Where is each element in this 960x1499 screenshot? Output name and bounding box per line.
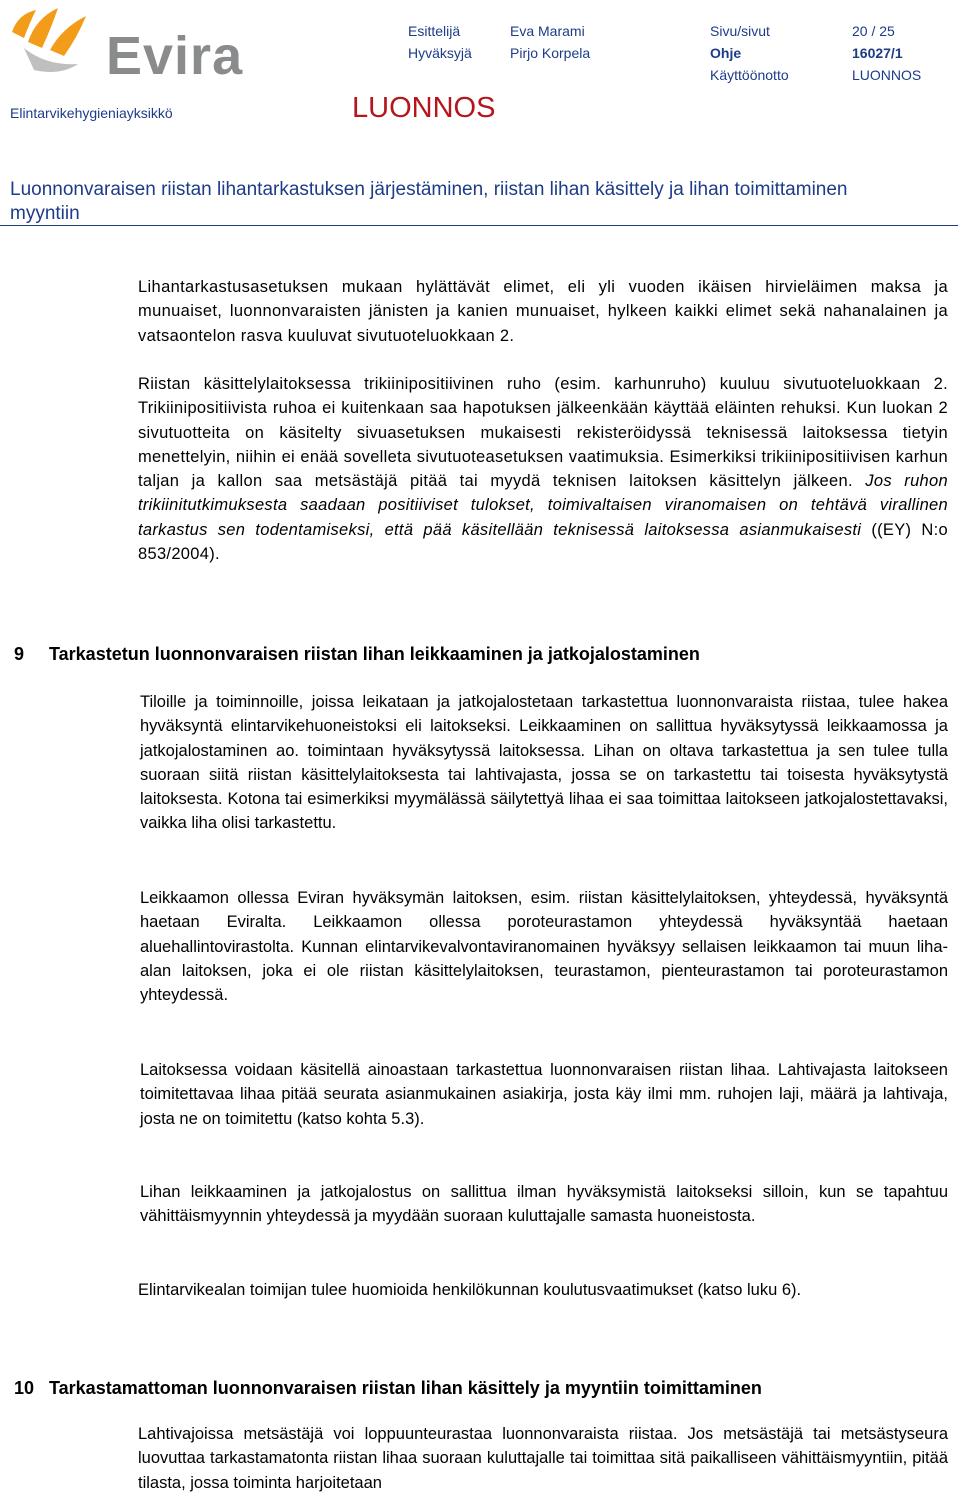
paragraph-approving-authority: Leikkaamon ollessa Eviran hyväksymän laitoksen, esim. riistan käsittelylaitoksen, yhteydessä, hyväksyntä haetaan Eviralta. Leikkaamon ollessa poroteurastamon yhteydessä hyväksyntää haetaan aluehallintovirastolta. Kunnan elintarvikevalvontaviranomainen hyväksyy sellaisen leikkaamon tai muun liha-alan laitoksen, joka ei ole riistan käsittelylaitoksen, teurastamon, pienteurastamon tai poroteurastamon yhteydessä. — [140, 889, 948, 1005]
paragraph-uninspected-meat: Lahtivajoissa metsästäjä voi loppuunteurastaa luonnonvaraista riistaa. Jos metsästäjä tai metsästyseura luovuttaa tarkastamatonta riistan lihaa suoraan kuluttajalle tai toimittaa sitä paikalliseen vähittäismyyntiin, pitää tilasta, jossa toiminta harjoitetaan — [138, 1425, 948, 1492]
document-number: 16027/1 — [852, 45, 903, 61]
paragraph-cutting-approval: Tiloille ja toiminnoille, joissa leikataan ja jatkojalostetaan tarkastettua luonnonvaraista riistaa, tulee hakea hyväksyntä elintarvikehuoneistoksi eli laitokseksi. Leikkaaminen on sallittua hyväksytyssä leikkaamossa ja jatkojalostaminen ao. toimintaan hyväksytyssä laitoksessa. Lihan on oltava tarkastettua ja sen tulee tulla suoraan siitä riistan käsittelylaitoksesta tai lahtivajasta, jossa se on tarkastettu tai toisesta hyväksytystä laitoksesta. Kotona tai esimerkiksi myymälässä säilytettyä lihaa ei saa toimittaa laitokseen jatkojalostettavaksi, vaikka liha olisi tarkastettu. — [140, 693, 948, 833]
section-heading-10 — [14, 1378, 762, 1399]
section-title: Tarkastetun luonnonvaraisen riistan lihan leikkaaminen ja jatkojalostaminen — [49, 644, 700, 664]
paragraph-training: Elintarvikealan toimijan tulee huomioida henkilökunnan koulutusvaatimukset (katso luku 6). — [138, 1281, 802, 1299]
paragraph-rejected-organs: Lihantarkastusasetuksen mukaan hylättävät elimet, eli yli vuoden ikäisen hirvieläimen maksa ja munuaiset, luonnonvaraisten jänisten ja kanien munuaiset, hylkeen kaikki elimet sekä nahanalainen ja vatsaontelon rasva kuuluvat sivutuoteluokkaan 2. — [138, 278, 948, 345]
paragraph-inspected-meat: Laitoksessa voidaan käsitellä ainoastaan tarkastettua luonnonvaraisen riistan lihaa. Lahtivajasta laitokseen toimitettavaa lihaa pitää seurata asianmukainen asiakirja, josta käy ilmi mm. ruhojen laji, määrä ja lahtivaja, josta ne on toimitettu (katso kohta 5.3). — [140, 1061, 948, 1128]
organization-unit: Elintarvikehygieniayksikkö — [10, 105, 173, 121]
usage-label: Käyttöönotto — [710, 67, 789, 83]
header-divider — [0, 225, 958, 226]
page-label: Sivu/sivut — [710, 23, 770, 39]
presenter-name: Eva Marami — [510, 23, 585, 39]
approver-name: Pirjo Korpela — [510, 45, 591, 61]
logo-wordmark: Evira — [106, 26, 244, 86]
approver-label: Hyväksyjä — [408, 45, 472, 61]
presenter-label: Esittelijä — [408, 23, 461, 39]
section-number: 10 — [14, 1378, 35, 1398]
section-heading-9 — [14, 644, 700, 665]
usage-value: LUONNOS — [852, 67, 922, 83]
paragraph-trichinella — [138, 372, 948, 566]
paragraph-text: Riistan käsittelylaitoksessa trikiinipositiivinen ruho (esim. karhunruho) kuuluu sivutuoteluokkaan 2. Trikiinipositiivista ruhoa ei kuitenkaan saa hapotuksen jälkeenkään käyttää eläinten rehuksi. Kun luokan 2 sivutuotteita on käsitelty sivuasetuksen mukaisesti rekisteröidyssä teknisessä laitoksessa tietyin menettelyin, niihin ei enää sovelleta sivutuoteasetuksen vaatimuksia. Esimerkiksi trikiinipositiivisen karhun taljan ja kallon saa metsästäjä pitää tai myydä teknisen laitoksen käsittelyn jälkeen. — [138, 375, 948, 491]
paragraph-italic-text: Jos ruhon trikiinitutkimuksesta saadaan positiiviset tulokset, toimivaltaisen viranomaisen on tehtävä virallinen tarkastus sen todentamiseksi, että pää käsitellään teknisessä laitoksessa asianmukaisesti — [138, 472, 948, 539]
paragraph-reference: ((EY) N:o 853/2004). — [138, 520, 948, 564]
document-status: LUONNOS — [352, 92, 496, 124]
document-title: Luonnonvaraisen riistan lihantarkastuksen järjestäminen, riistan lihan käsittely ja lihan toimittaminen myyntiin — [10, 179, 848, 224]
document-kind: Ohje — [710, 45, 742, 61]
evira-logo — [6, 4, 256, 86]
section-title: Tarkastamattoman luonnonvaraisen riistan lihan käsittely ja myyntiin toimittaminen — [49, 1378, 762, 1398]
paragraph-retail-exception: Lihan leikkaaminen ja jatkojalostus on sallittua ilman hyväksymistä laitokseksi silloin, kun se tapahtuu vähittäismyynnin yhteydessä ja myydään suoraan kuluttajalle samasta huoneistosta. — [140, 1183, 948, 1226]
section-number: 9 — [14, 644, 25, 664]
page-number: 20 / 25 — [852, 23, 895, 39]
